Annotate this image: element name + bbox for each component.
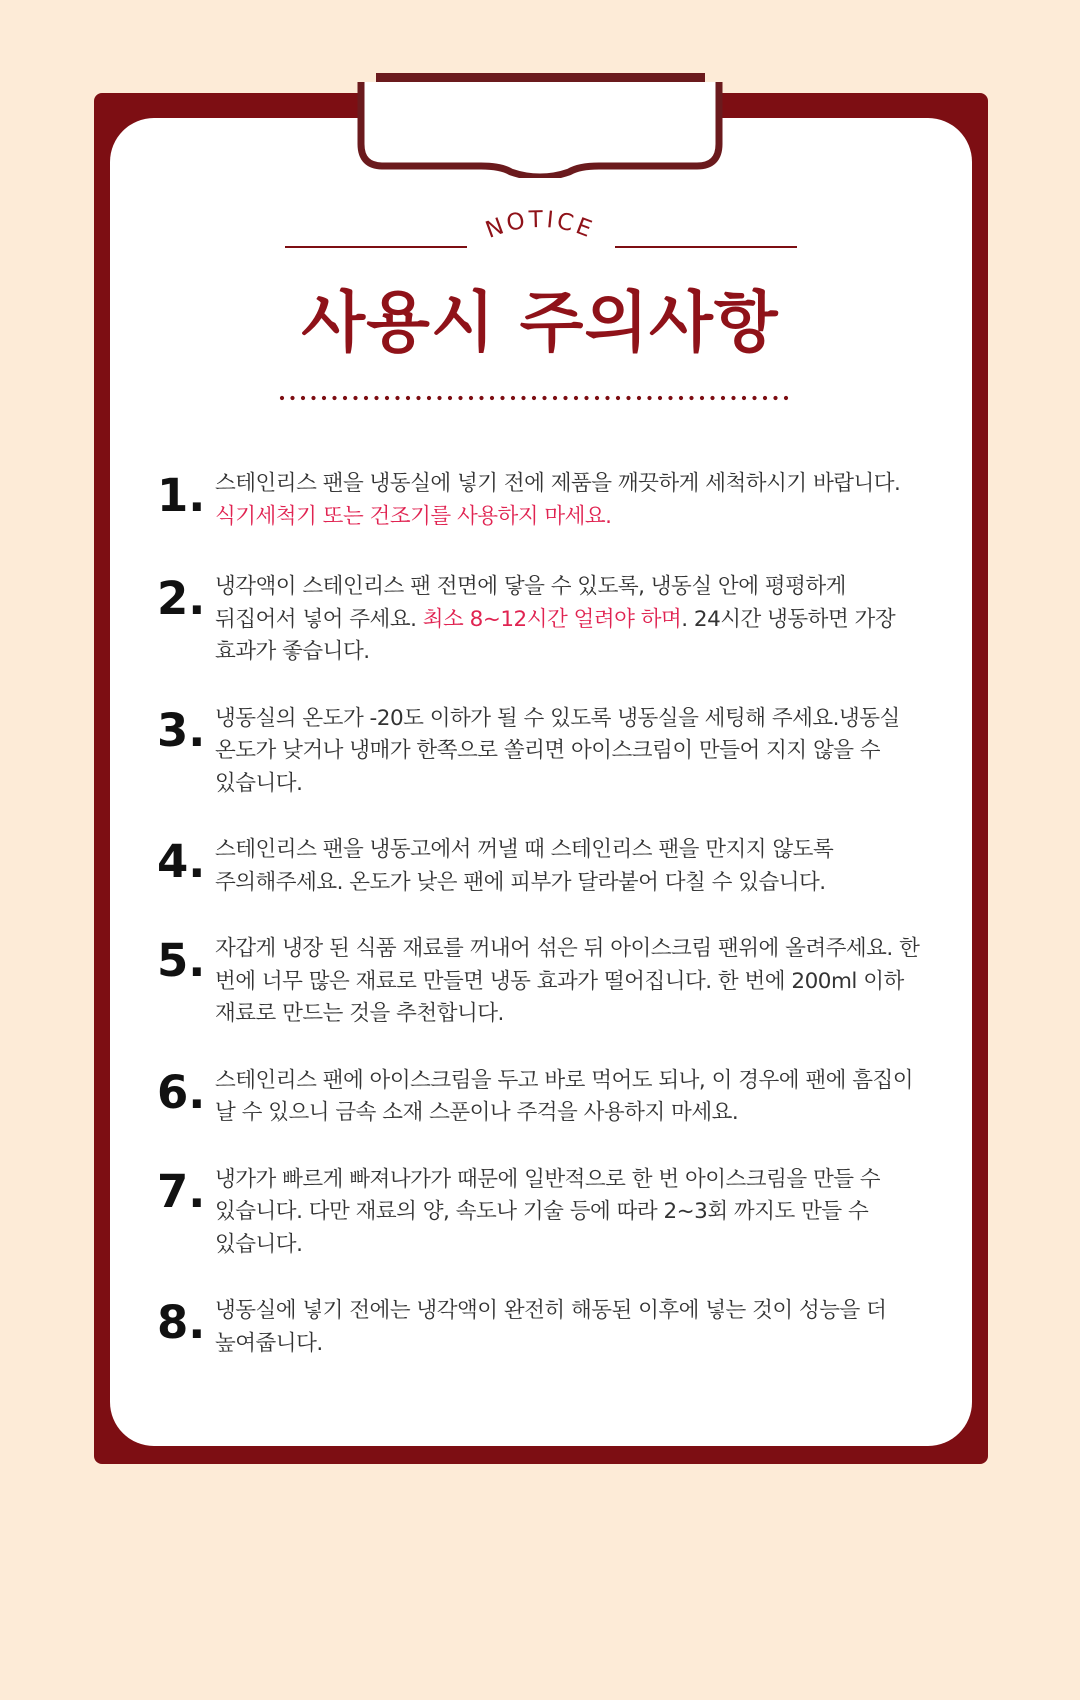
notice-item-7	[157, 1164, 927, 1262]
item-text: 냉동실의 온도가 -20도 이하가 될 수 있도록 냉동실을 세팅해 주세요.냉동실 온도가 낮거나 냉매가 한쪽으로 쏠리면 아이스크림이 만들어 지지 않을 수 있습니다.	[215, 705, 900, 796]
notice-item-8	[157, 1295, 927, 1360]
notice-label-text: NOTICE	[482, 206, 598, 244]
item-number: 8.	[157, 1296, 206, 1349]
item-text-main: 스테인리스 팬을 냉동실에 넣기 전에 제품을 깨끗하게 세척하시기 바랍니다.	[215, 471, 901, 496]
notice-divider-right	[615, 246, 797, 248]
item-text	[215, 571, 927, 669]
item-text: 스테인리스 팬을 냉동고에서 꺼낼 때 스테인리스 팬을 만지지 않도록 주의해주세요. 온도가 낮은 팬에 피부가 달라붙어 다칠 수 있습니다.	[215, 837, 834, 895]
notice-item-4	[157, 834, 927, 899]
item-text	[215, 468, 927, 533]
item-number: 3.	[157, 703, 206, 757]
item-number: 6.	[157, 1065, 206, 1119]
item-warning-note: 식기세척기 또는 건조기를 사용하지 마세요.	[215, 503, 612, 529]
notice-item-5	[157, 933, 927, 1031]
item-text-before: 냉각액이 스테인리스 팬 전면에 닿을 수 있도록, 냉동실 안에 평평하게 뒤집어서 넣어 주세요.	[215, 574, 846, 632]
item-number: 1.	[157, 469, 206, 522]
item-text: 냉동실에 넣기 전에는 냉각액이 완전히 해동된 이후에 넣는 것이 성능을 더 높여줍니다.	[215, 1298, 887, 1356]
item-text: 자갑게 냉장 된 식품 재료를 꺼내어 섞은 뒤 아이스크림 팬위에 올려주세요. 한 번에 너무 많은 재료로 만들면 냉동 효과가 떨어집니다. 한 번에 200ml 이하 재료로 만드는 것을 추천합니다.	[215, 936, 920, 1026]
notice-list	[157, 468, 927, 1360]
item-text: 냉가가 빠르게 빠져나가가 때문에 일반적으로 한 번 아이스크림을 만들 수 있습니다. 다만 재료의 양, 속도나 기술 등에 따라 2~3회 까지도 만들 수 있습니다.	[215, 1166, 881, 1257]
notice-label	[470, 203, 610, 253]
notice-item-3	[157, 703, 927, 801]
notice-item-2	[157, 571, 927, 669]
item-number: 7.	[157, 1164, 206, 1218]
item-highlight: 최소 8~12시간 얼려야 하며	[422, 606, 682, 632]
item-text-after: . 24시간 냉동하면 가장 효과가 좋습니다.	[215, 606, 896, 664]
notice-item-1	[157, 468, 927, 533]
notice-item-6	[157, 1065, 927, 1130]
dotted-divider	[279, 393, 797, 403]
item-text: 스테인리스 팬에 아이스크림을 두고 바로 먹어도 되나, 이 경우에 팬에 흠집이 날 수 있으니 금속 소재 스푼이나 주걱을 사용하지 마세요.	[215, 1067, 914, 1125]
item-number: 5.	[157, 934, 206, 987]
item-number: 4.	[157, 835, 206, 888]
clipboard-clip-icon	[351, 78, 729, 178]
page-title: 사용시 주의사항	[301, 284, 779, 361]
svg-text:NOTICE	[482, 207, 598, 244]
notice-divider-left	[285, 246, 467, 248]
item-number: 2.	[157, 572, 206, 625]
